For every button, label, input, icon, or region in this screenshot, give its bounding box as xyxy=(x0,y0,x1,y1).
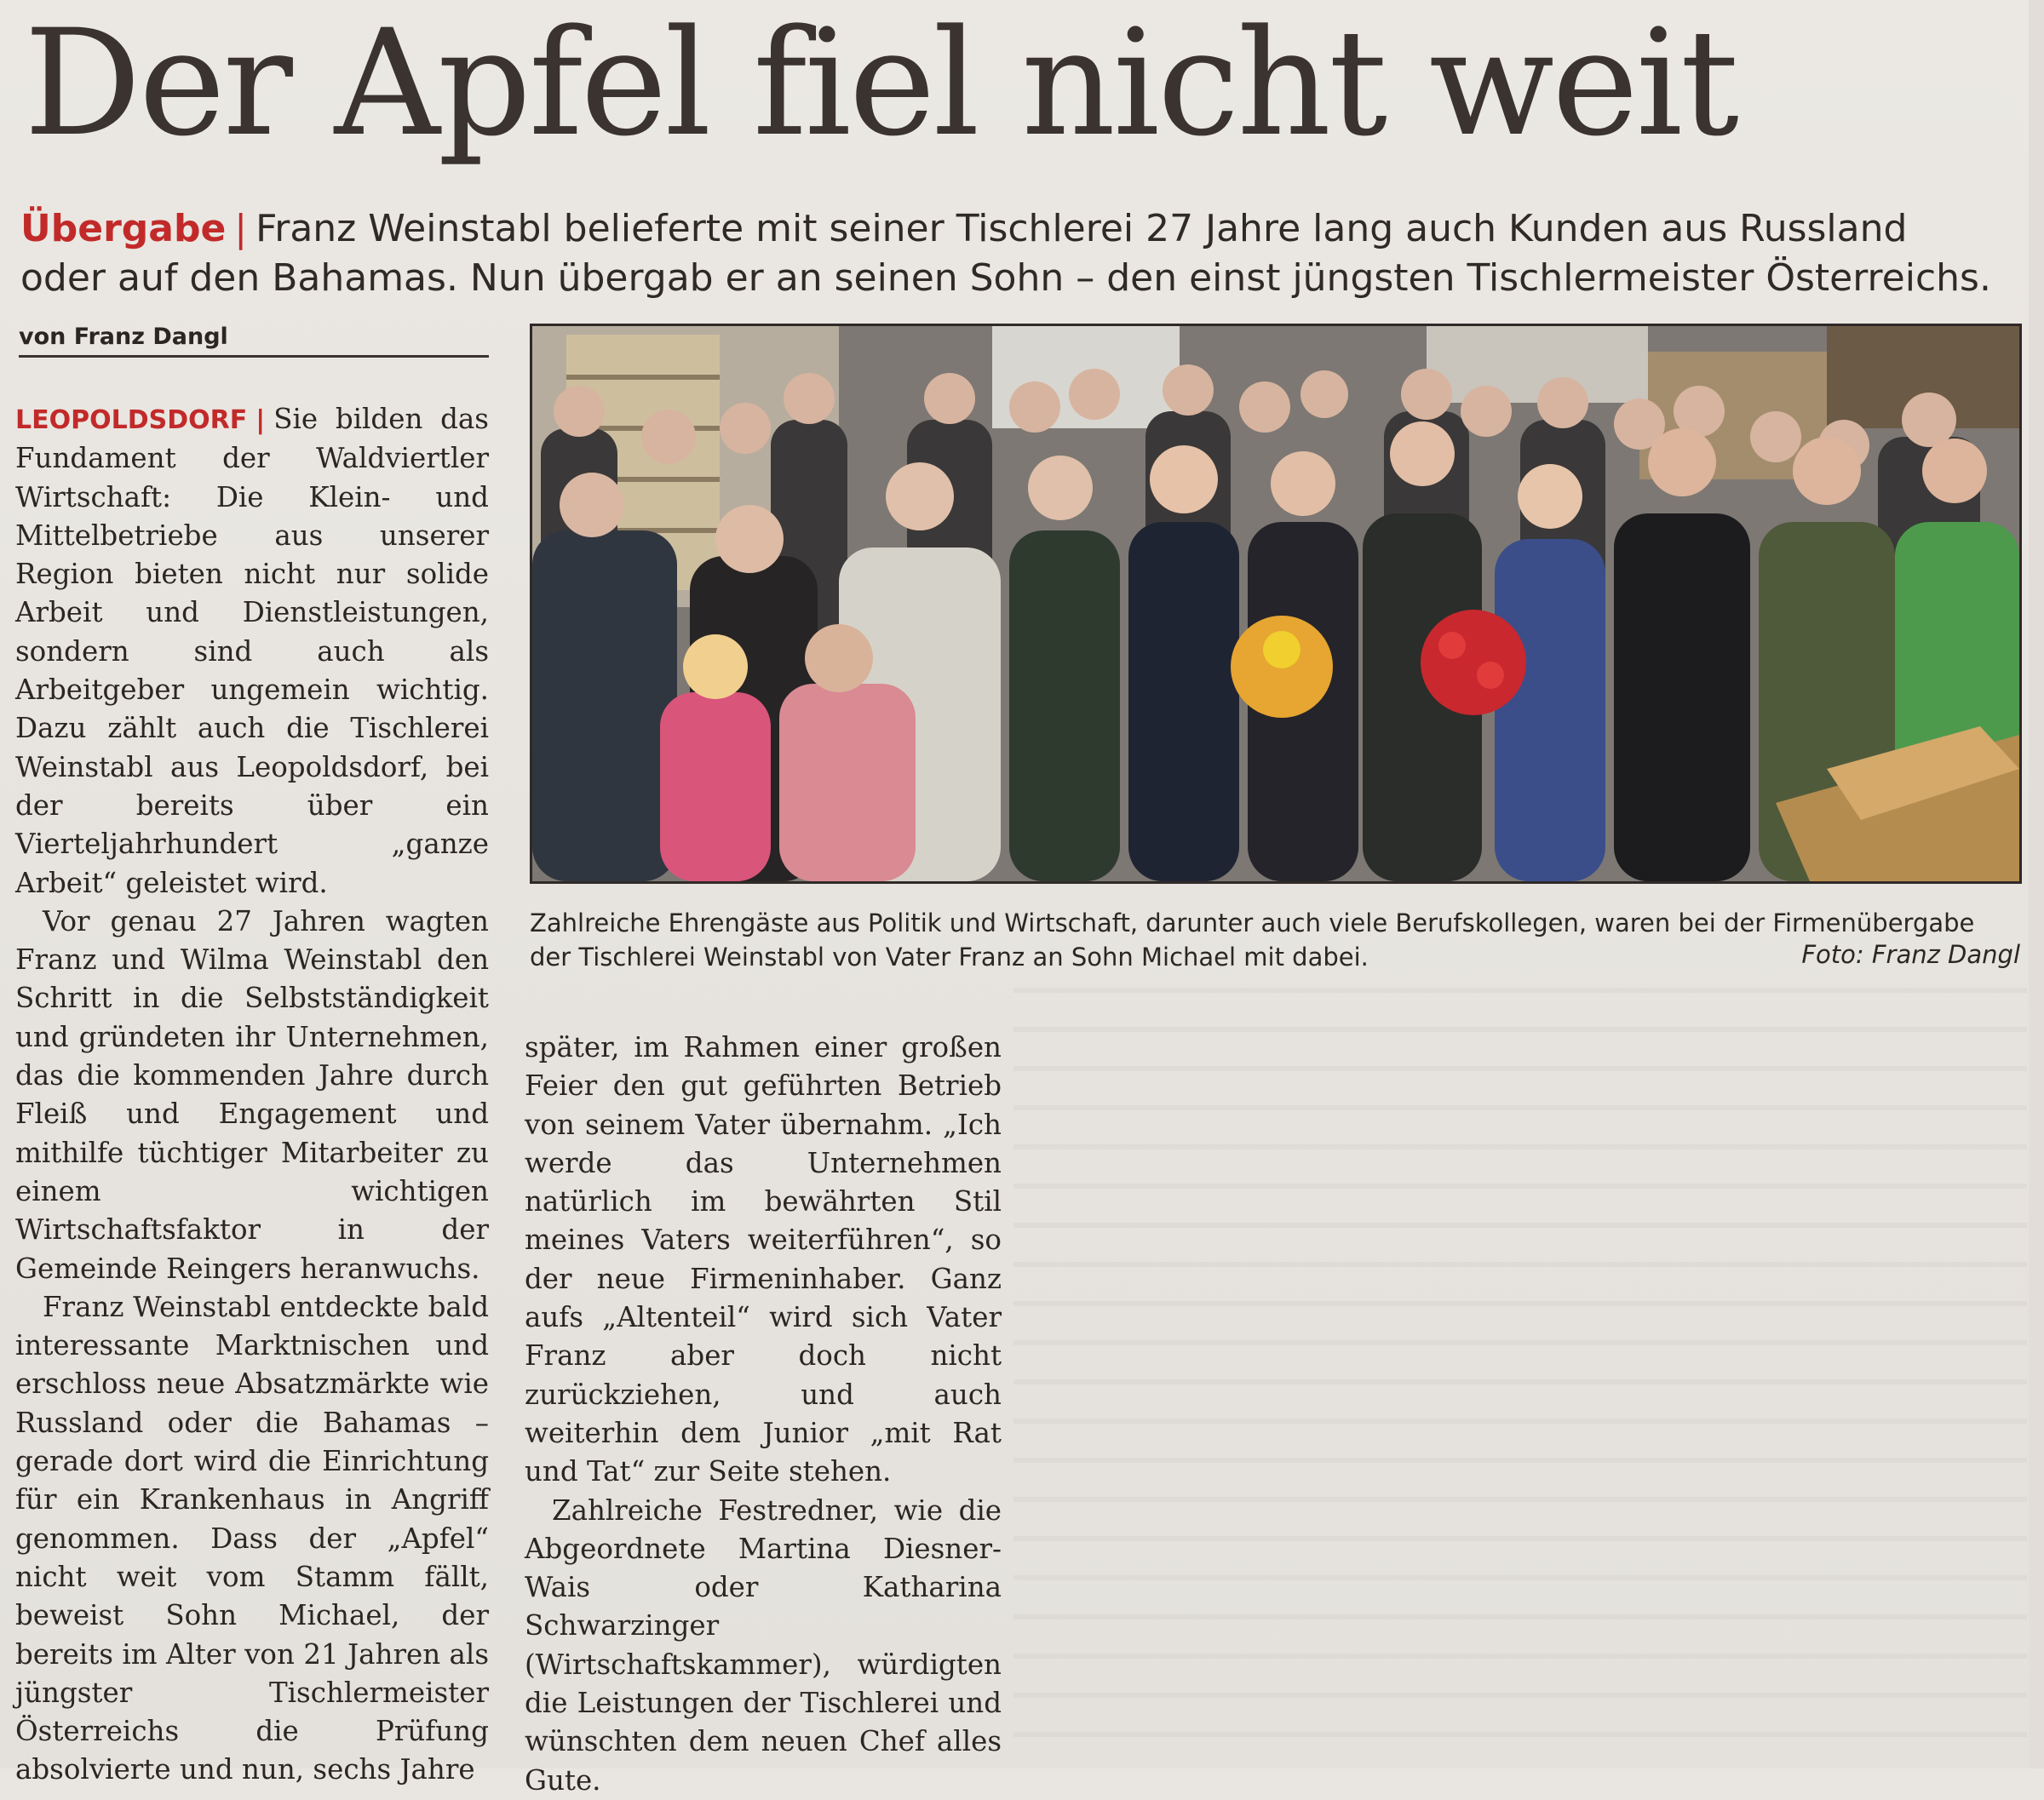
subheadline xyxy=(20,204,1996,303)
photo-caption: Zahlreiche Ehrengäste aus Politik und Wirtschaft, darunter auch viele Berufskollegen, waren bei der Firmenübergabe der Tischlerei Weinstabl von Vater Franz an Sohn Michael mit dabei. xyxy=(530,909,1975,972)
dateline-separator: | xyxy=(256,405,266,435)
group-photo xyxy=(530,324,2022,884)
bleed-through-region xyxy=(1013,988,2027,1754)
dateline: LEOPOLDSDORF xyxy=(15,405,248,435)
headline: Der Apfel fiel nicht weit xyxy=(24,0,1737,169)
lead-paragraph xyxy=(15,400,489,903)
photo-credit: Foto: Franz Dangl xyxy=(1801,940,2020,969)
body-paragraph: Zahlreiche Festredner, wie die Abgeordnete Martina Diesner-Wais oder Katharina Schwarzinger (Wirtschaftskammer), würdigten die Leistungen der Tischlerei und wünschten dem neuen Chef alles Gute. xyxy=(525,1493,1002,1797)
body-paragraph: Franz Weinstabl entdeckte bald interessante Marktnischen und erschloss neue Absatzmärkte wie Russland oder die Bahamas – gerade dort wird die Einrichtung für ein Krankenhaus in Angriff genommen. Dass der „Apfel“ nicht weit vom Stamm fällt, beweist Sohn Michael, der bereits im Alter von 21 Jahren als jüngster Tischlermeister Österreichs die Prüfung absolvierte und nun, sechs Jahre xyxy=(15,1290,489,1786)
kicker-separator: | xyxy=(234,207,248,250)
byline: von Franz Dangl xyxy=(19,324,489,358)
kicker: Übergabe xyxy=(20,207,227,250)
subhead-text: Franz Weinstabl belieferte mit seiner Tischlerei 27 Jahre lang auch Kunden aus Russland oder auf den Bahamas. Nun übergab er an seinen Sohn – den einst jüngsten Tischlermeister Österreichs. xyxy=(20,207,1991,300)
body-paragraph: Vor genau 27 Jahren wagten Franz und Wilma Weinstabl den Schritt in die Selbstständigkeit und gründeten ihr Unternehmen, das die kommenden Jahre durch Fleiß und Engagement und mithilfe tüchtiger Mitarbeiter zu einem wichtigen Wirtschaftsfaktor in der Gemeinde Reingers heranwuchs. xyxy=(15,904,489,1285)
lead-text: Sie bilden das Fundament der Waldviertler Wirtschaft: Die Klein- und Mittelbetriebe aus unserer Region bieten nicht nur solide Arbeit und Dienstleistungen, sondern sind auch als Arbeitgeber ungemein wichtig. Dazu zählt auch die Tischlerei Weinstabl aus Leopoldsdorf, bei der bereits über ein Vierteljahrhundert „ganze Arbeit“ geleistet wird. xyxy=(15,403,489,899)
body-paragraph: später, im Rahmen einer großen Feier den gut geführten Betrieb von seinem Vater übernahm. „Ich werde das Unternehmen natürlich im bewährten Stil meines Vaters weiterführen“, so der neue Firmeninhaber. Ganz aufs „Altenteil“ wird sich Vater Franz aber doch nicht zurückziehen, und auch weiterhin dem Junior „mit Rat und Tat“ zur Seite stehen. xyxy=(525,1031,1002,1488)
article-column-2 xyxy=(525,1029,1002,1797)
adjacent-page-edge xyxy=(2029,0,2044,1768)
article-column-1 xyxy=(15,400,489,1786)
group-photo-illustration xyxy=(532,326,2019,881)
